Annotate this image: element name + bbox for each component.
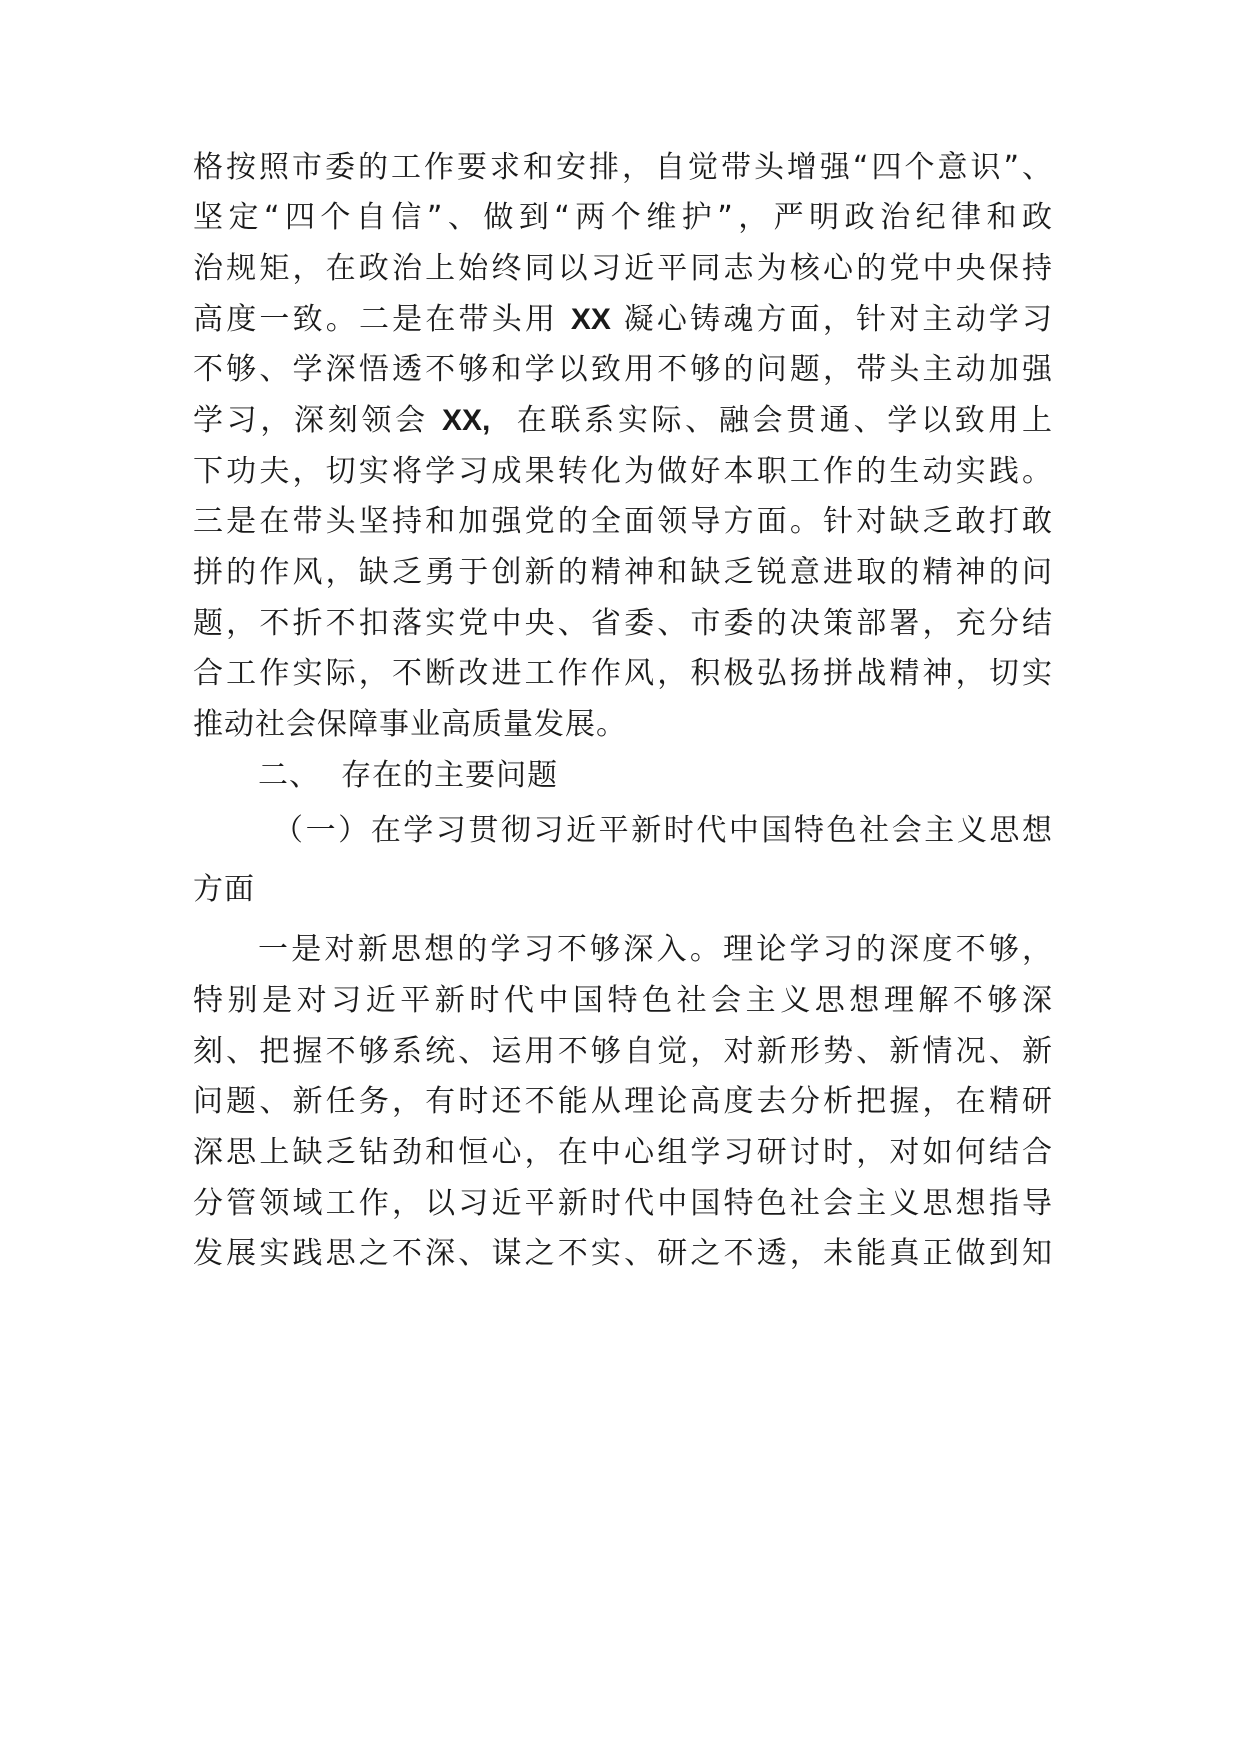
text-run: 高度一致。二是在带头用	[193, 302, 559, 337]
paragraph-line: 三是在带头坚持和加强党的全面领导方面。针对缺乏敢打敢	[193, 504, 1053, 539]
paragraph-line: 治规矩，在政治上始终同以习近平同志为核心的党中央保持	[193, 251, 1053, 286]
text-run: 在联系实际、融会贯通、学以致用上	[516, 403, 1053, 438]
paragraph-line: 问题、新任务，有时还不能从理论高度去分析把握，在精研	[193, 1084, 1053, 1119]
paragraph-line: 发展实践思之不深、谋之不实、研之不透，未能真正做到知	[193, 1236, 1053, 1271]
bold-placeholder: XX	[570, 303, 611, 336]
paragraph-line: 坚定“四个自信”、做到“两个维护”，严明政治纪律和政	[193, 200, 1053, 235]
section-number: 二、	[258, 758, 320, 793]
paragraph-line: 格按照市委的工作要求和安排，自觉带头增强“四个意识”、	[193, 150, 1053, 185]
bold-placeholder: XX,	[441, 404, 491, 437]
paragraph-line: 推动社会保障事业高质量发展。	[193, 707, 627, 742]
section-heading	[258, 752, 818, 800]
paragraph-line: 题，不折不扣落实党中央、省委、市委的决策部署，充分结	[193, 606, 1053, 641]
paragraph-line: 分管领域工作，以习近平新时代中国特色社会主义思想指导	[193, 1186, 1053, 1221]
subsection-heading: （一）在学习贯彻习近平新时代中国特色社会主义思想	[273, 813, 1053, 848]
paragraph-line	[193, 397, 1053, 445]
paragraph-line	[193, 296, 1053, 344]
text-run: 凝心铸魂方面，针对主动学习	[623, 302, 1053, 337]
subsection-heading-continued: 方面	[193, 872, 255, 907]
paragraph-line: 下功夫，切实将学习成果转化为做好本职工作的生动实践。	[193, 454, 1053, 489]
section-title: 存在的主要问题	[341, 758, 559, 793]
paragraph-line: 特别是对习近平新时代中国特色社会主义思想理解不够深	[193, 983, 1053, 1018]
paragraph-line: 一是对新思想的学习不够深入。理论学习的深度不够，	[258, 932, 1053, 967]
paragraph-line: 不够、学深悟透不够和学以致用不够的问题，带头主动加强	[193, 352, 1053, 387]
paragraph-line: 拼的作风，缺乏勇于创新的精神和缺乏锐意进取的精神的问	[193, 555, 1053, 590]
text-run: 学习，深刻领会	[193, 403, 429, 438]
paragraph-line: 合工作实际，不断改进工作作风，积极弘扬拼战精神，切实	[193, 656, 1053, 691]
paragraph-line: 深思上缺乏钻劲和恒心，在中心组学习研讨时，对如何结合	[193, 1135, 1053, 1170]
paragraph-line: 刻、把握不够系统、运用不够自觉，对新形势、新情况、新	[193, 1034, 1053, 1069]
